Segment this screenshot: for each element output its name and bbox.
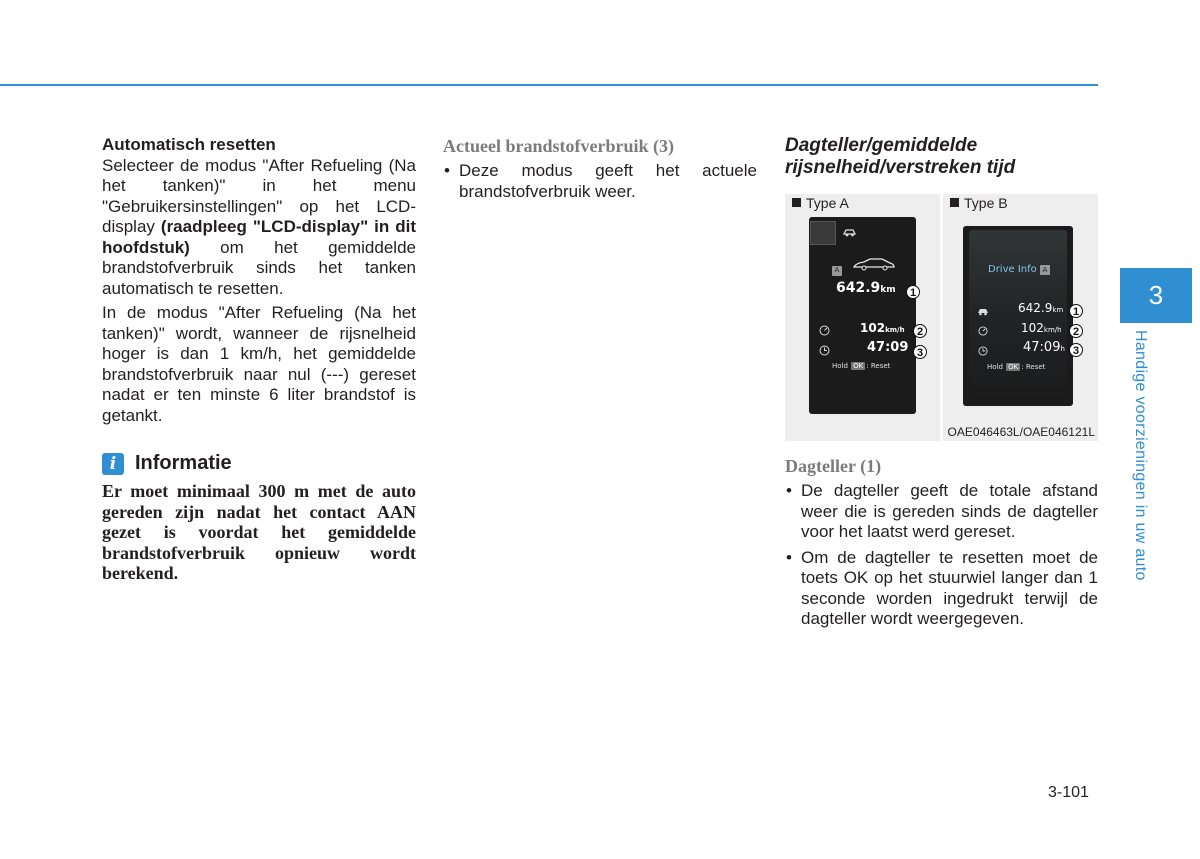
figure-caption: OAE046463L/OAE046121L	[947, 425, 1095, 439]
left-column	[102, 135, 416, 584]
speedometer-icon	[978, 323, 988, 341]
drive-info-text: Drive Info	[988, 264, 1037, 275]
a-box-icon	[832, 259, 842, 277]
elapsed-time-unit: h	[1060, 345, 1065, 353]
section-heading: Dagteller/gemiddelde rijsnelheid/verstreken tijd	[785, 135, 1016, 178]
square-icon	[792, 198, 801, 207]
middle-column	[443, 135, 757, 207]
chapter-title: Handige voorzieningen in uw auto	[1132, 330, 1149, 581]
elapsed-time	[1023, 340, 1065, 355]
cluster-figure	[785, 194, 1098, 441]
page-number: 3-101	[1048, 784, 1089, 801]
paragraph-bold-reference: (raadpleeg "LCD-display" in dit hoofdstuk)	[102, 217, 416, 257]
menu-tile	[810, 221, 836, 245]
hold-text: Hold	[987, 363, 1003, 371]
drive-info-title	[988, 264, 1050, 275]
callout-2-b: 2	[1069, 324, 1083, 338]
car-icon	[852, 257, 896, 276]
type-b-text: Type B	[964, 195, 1008, 211]
info-text: Er moet minimaal 300 m met de auto gereden zijn nadat het contact AAN gezet is voordat het gemiddelde brandstofverbruik opnieuw wordt berekend.	[102, 481, 416, 583]
list-item: • Deze modus geeft het actuele brandstofverbruik weer.	[443, 161, 757, 202]
hold-reset-hint	[832, 362, 890, 370]
square-icon	[950, 198, 959, 207]
avg-speed-unit: km/h	[1043, 326, 1062, 334]
car-icon	[977, 303, 989, 321]
avg-speed	[860, 321, 905, 335]
sub-heading: Dagteller (1)	[785, 456, 882, 476]
figure-divider	[940, 194, 943, 441]
speedometer-icon	[819, 323, 830, 341]
list-item: • De dagteller geeft de totale afstand weer die is gereden sinds de dagteller voor het laatst werd gereset.	[785, 481, 1098, 543]
right-column-lower	[785, 455, 1098, 635]
info-icon: i	[102, 453, 124, 475]
cluster-screen-b	[963, 226, 1073, 406]
avg-speed-value: 102	[1021, 321, 1044, 335]
reset-text: : Reset	[866, 362, 891, 370]
trip-distance-value: 642.9	[836, 280, 881, 296]
callout-3-a: 3	[913, 345, 927, 359]
section-heading: Actueel brandstofverbruik (3)	[443, 136, 674, 156]
car-settings-icon	[842, 225, 858, 244]
paragraph-text: om het gemiddelde brandstofverbruik sinds het tanken automatisch te resetten.	[102, 237, 416, 298]
callout-1-a: 1	[906, 285, 920, 299]
list-item: • Om de dagteller te resetten moet de toets OK op het stuurwiel langer dan 1 seconde worden ingedrukt terwijl de dagteller wordt weergegeven.	[785, 548, 1098, 630]
avg-speed	[1021, 321, 1062, 335]
paragraph-2: In de modus "After Refueling (Na het tanken)" wordt, wanneer de rijsnelheid hoger is dan 1 km/h, het gemiddelde brandstofverbruik naar nul (---) gereset nadat er ten minste 6 liter brandstof is getankt.	[102, 303, 416, 425]
reset-text: : Reset	[1021, 363, 1046, 371]
callout-1-b: 1	[1069, 304, 1083, 318]
trip-distance	[836, 280, 896, 296]
info-title: Informatie	[135, 452, 232, 474]
right-column	[785, 135, 1098, 179]
a-box-label: A	[832, 266, 842, 276]
chapter-tab: 3	[1120, 268, 1192, 323]
trip-distance-unit: km	[1052, 306, 1064, 314]
a-box-label: A	[1040, 265, 1050, 275]
trip-distance	[1018, 301, 1063, 315]
section-heading: Automatisch resetten	[102, 135, 276, 154]
bullet-list	[443, 161, 757, 202]
hold-reset-hint	[987, 363, 1045, 371]
ok-key: OK	[1008, 363, 1019, 371]
paragraph-1	[102, 156, 416, 300]
avg-speed-unit: km/h	[885, 326, 905, 334]
header-rule	[0, 84, 1098, 86]
elapsed-time-value: 47:09	[1023, 340, 1061, 355]
paragraph-text: Selecteer de modus "After Refueling (Na het tanken)" in het menu "Gebruikersinstellingen" op het LCD-display	[102, 155, 416, 236]
trip-distance-value: 642.9	[1018, 301, 1053, 315]
callout-2-a: 2	[913, 324, 927, 338]
ok-key: OK	[853, 362, 864, 370]
hold-text: Hold	[832, 362, 848, 370]
elapsed-time: 47:09	[867, 340, 909, 355]
type-a-text: Type A	[806, 195, 849, 211]
cluster-screen-a	[809, 217, 916, 414]
trip-distance-unit: km	[880, 285, 896, 295]
clock-icon	[819, 343, 830, 361]
clock-icon	[978, 343, 988, 361]
callout-3-b: 3	[1069, 343, 1083, 357]
info-header	[102, 452, 416, 475]
type-b-label	[950, 194, 1008, 212]
bullet-list	[785, 481, 1098, 630]
type-a-label	[792, 194, 849, 212]
avg-speed-value: 102	[860, 321, 886, 335]
